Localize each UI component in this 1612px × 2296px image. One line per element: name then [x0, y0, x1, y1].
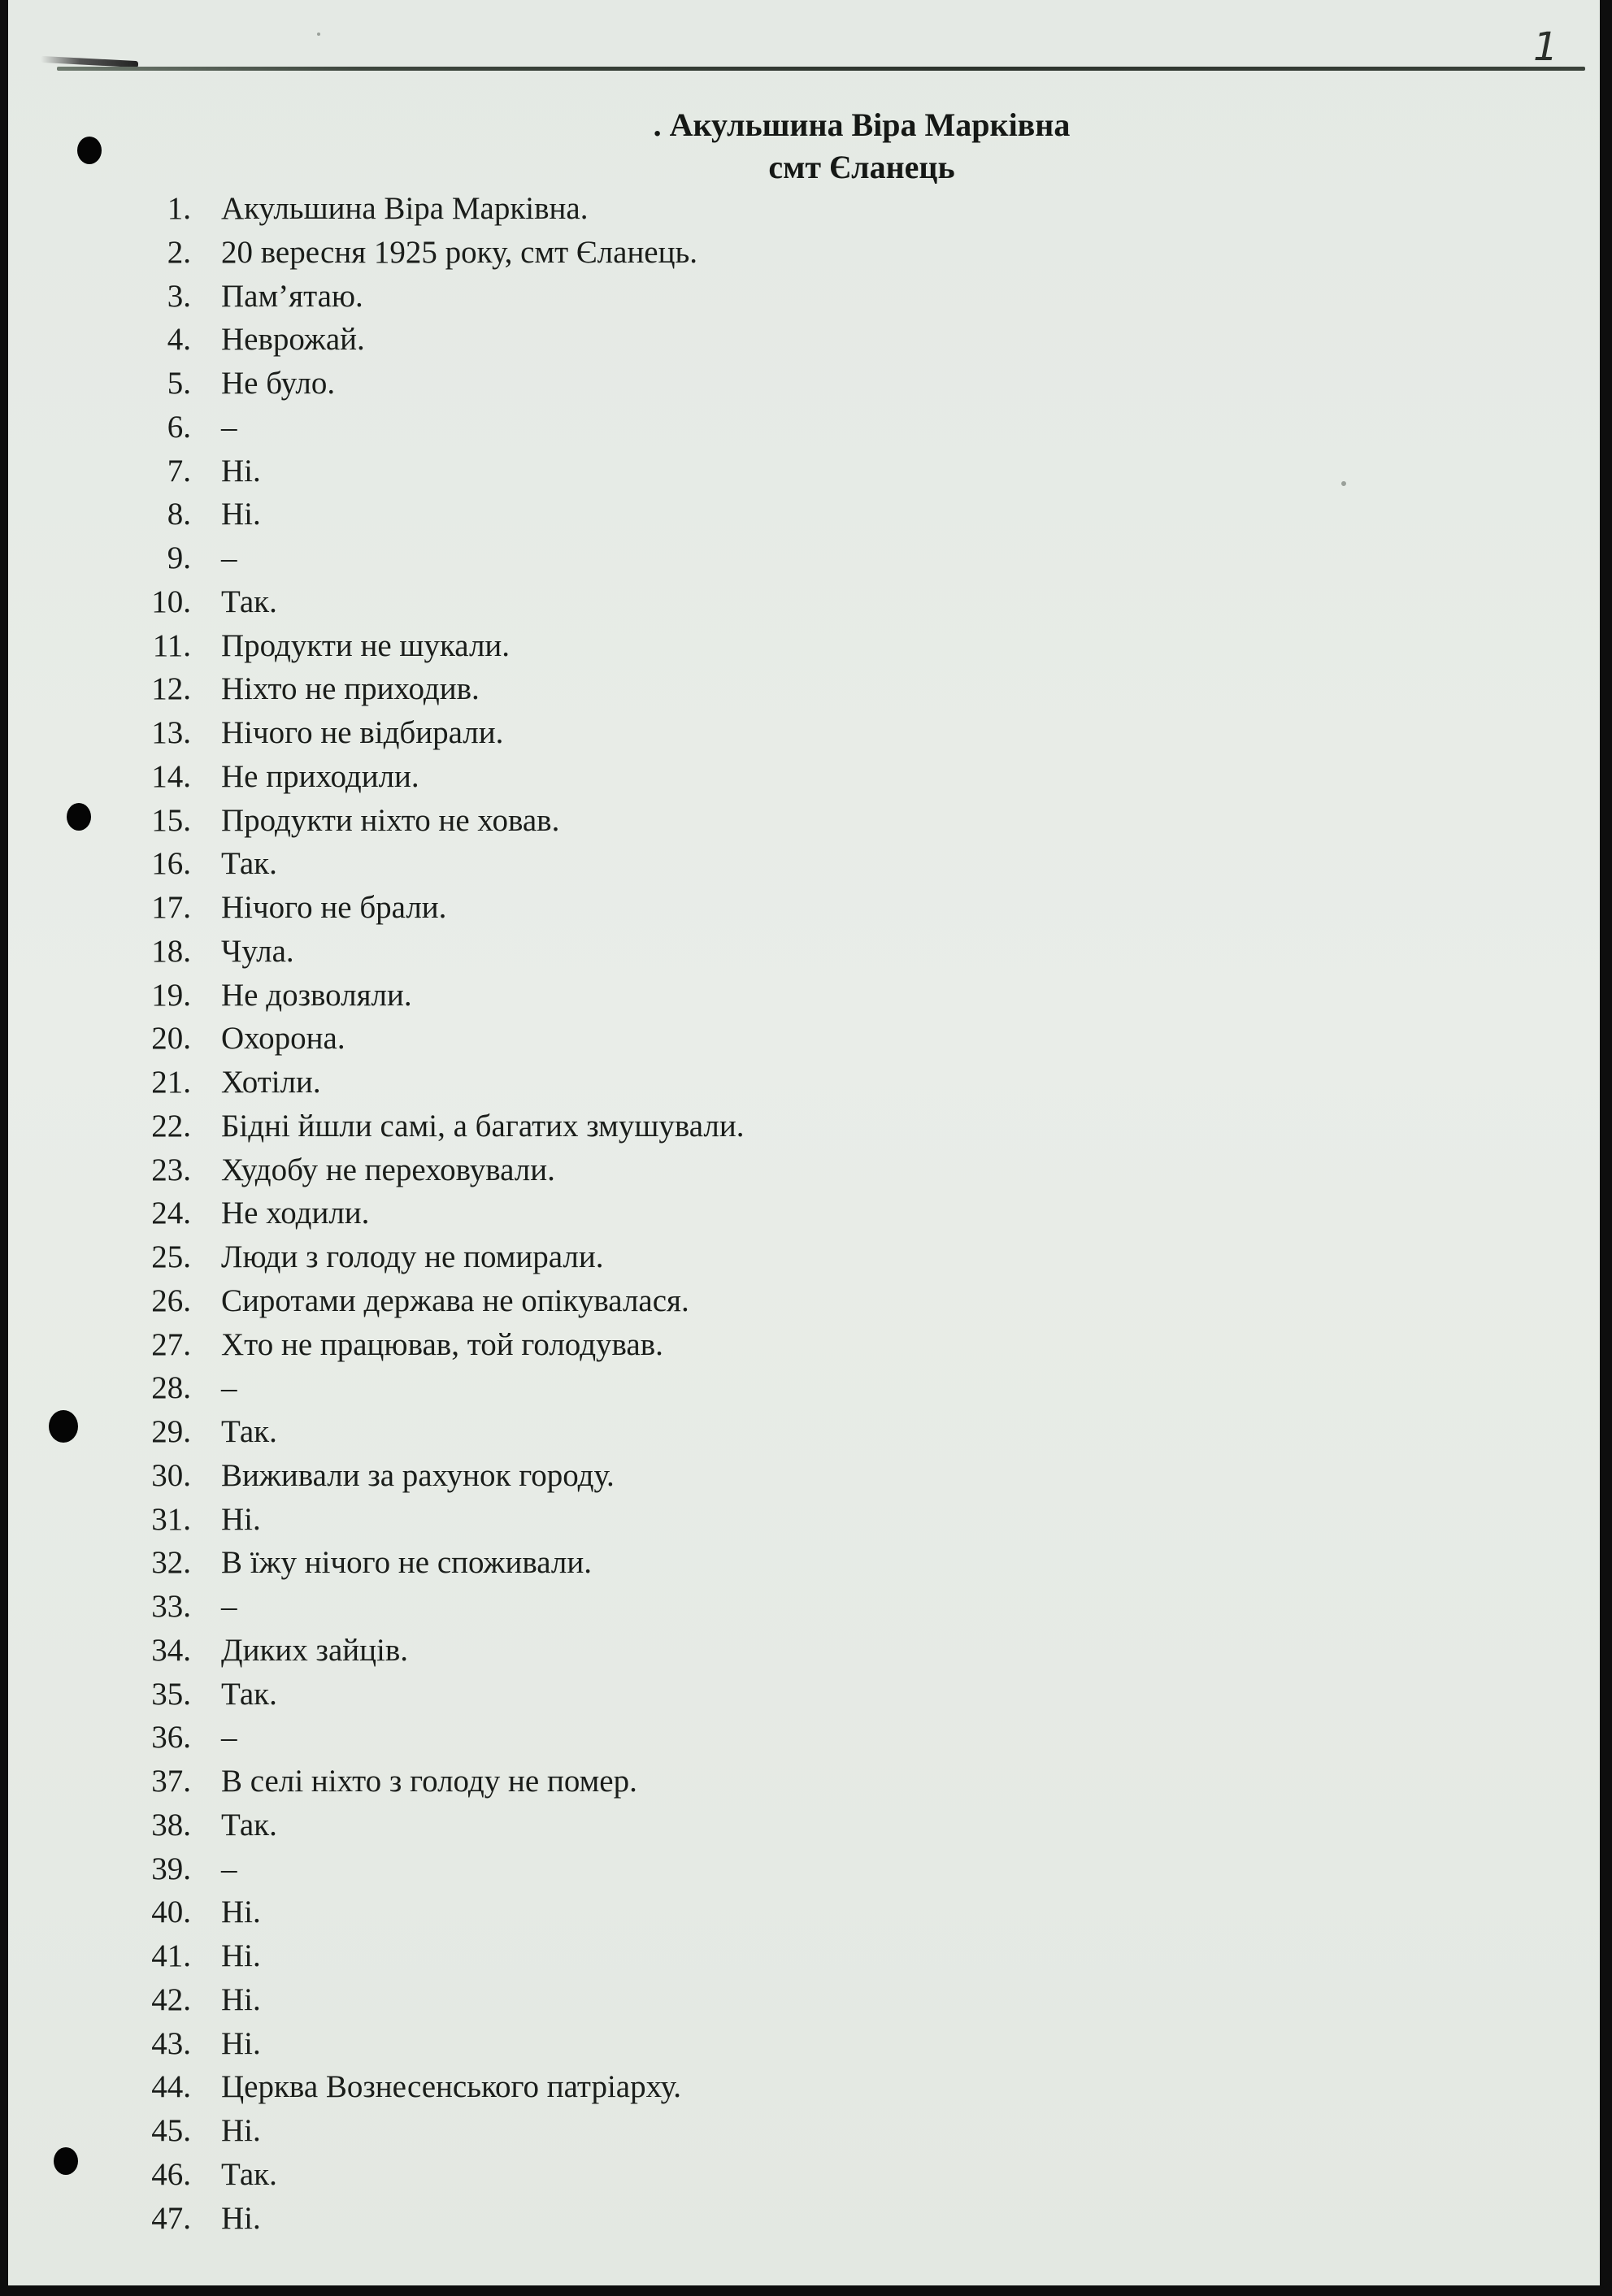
list-item — [8, 799, 1553, 843]
item-number: 44. — [151, 2069, 191, 2105]
list-item — [8, 1716, 1553, 1760]
item-number: 16. — [151, 846, 191, 882]
list-item — [8, 1585, 1553, 1629]
item-number: 31. — [151, 1501, 191, 1537]
list-item — [8, 1191, 1553, 1235]
item-number: 40. — [151, 1895, 191, 1930]
item-number: 25. — [151, 1239, 191, 1274]
item-answer: Худобу не переховували. — [221, 1152, 555, 1187]
list-item — [8, 406, 1553, 449]
item-number: 45. — [151, 2113, 191, 2148]
list-item — [8, 1934, 1553, 1978]
item-answer: – — [221, 1370, 237, 1406]
list-item — [8, 1323, 1553, 1367]
item-answer: Ні. — [221, 2113, 261, 2148]
list-item — [8, 1279, 1553, 1323]
item-number: 29. — [151, 1414, 191, 1449]
item-answer: Неврожай. — [221, 322, 365, 358]
list-item — [8, 1541, 1553, 1585]
item-answer: Охорона. — [221, 1021, 345, 1057]
item-number: 42. — [151, 1981, 191, 2017]
list-item — [8, 231, 1553, 275]
item-number: 11. — [152, 627, 191, 663]
list-item — [8, 1629, 1553, 1673]
list-item — [8, 187, 1553, 231]
list-item — [8, 1454, 1553, 1498]
item-answer: Бідні йшли самі, а багатих змушували. — [221, 1108, 745, 1144]
list-item — [8, 580, 1553, 624]
list-item — [8, 2065, 1553, 2109]
list-item — [8, 1803, 1553, 1847]
punch-hole — [77, 137, 102, 164]
item-answer: Так. — [221, 2156, 277, 2192]
item-answer: Так. — [221, 1807, 277, 1842]
item-number: 10. — [151, 584, 191, 619]
item-number: 47. — [151, 2200, 191, 2236]
item-number: 46. — [151, 2156, 191, 2192]
top-rule-stroke — [41, 56, 138, 67]
list-item — [8, 1105, 1553, 1148]
item-answer: В їжу нічого не споживали. — [221, 1545, 592, 1581]
list-item — [8, 1847, 1553, 1891]
list-item — [8, 974, 1553, 1018]
item-answer: – — [221, 1720, 237, 1756]
punch-hole — [54, 2147, 78, 2175]
item-number: 36. — [151, 1720, 191, 1756]
item-answer: Не дозволяли. — [221, 977, 412, 1013]
list-item — [8, 2153, 1553, 2197]
item-answer: Так. — [221, 584, 277, 619]
item-answer: Ні. — [221, 2025, 261, 2061]
item-answer: – — [221, 1851, 237, 1886]
page-number: 1 — [1533, 24, 1558, 70]
item-answer: Церква Вознесенського патріарху. — [221, 2069, 681, 2105]
item-answer: – — [221, 1589, 237, 1624]
item-answer: Ніхто не приходив. — [221, 671, 480, 707]
list-item — [8, 711, 1553, 755]
item-answer: Так. — [221, 1414, 277, 1449]
item-answer: В селі ніхто з голоду не помер. — [221, 1764, 637, 1799]
item-number: 35. — [151, 1676, 191, 1712]
top-rule — [57, 67, 1585, 71]
item-number: 27. — [151, 1326, 191, 1362]
list-item — [8, 2197, 1553, 2241]
item-answer: Не було. — [221, 366, 336, 401]
list-item — [8, 1760, 1553, 1803]
item-answer: Нічого не відбирали. — [221, 715, 504, 750]
list-item — [8, 667, 1553, 711]
item-answer: Виживали за рахунок городу. — [221, 1457, 615, 1493]
item-answer: Продукти не шукали. — [221, 627, 511, 663]
item-number: 3. — [167, 278, 191, 314]
item-number: 20. — [151, 1021, 191, 1057]
item-answer: Пам’ятаю. — [221, 278, 363, 314]
item-answer: – — [221, 540, 237, 575]
item-number: 19. — [151, 977, 191, 1013]
item-number: 24. — [151, 1196, 191, 1231]
item-answer: Ні. — [221, 453, 261, 488]
item-number: 17. — [151, 890, 191, 925]
item-number: 1. — [167, 191, 191, 226]
list-item — [8, 1148, 1553, 1192]
list-item — [8, 1017, 1553, 1061]
title-place: смт Єланець — [768, 149, 955, 185]
item-answer: Сиротами держава не опікувалася. — [221, 1283, 689, 1318]
list-item — [8, 1235, 1553, 1279]
list-item — [8, 536, 1553, 580]
list-item — [8, 1673, 1553, 1717]
item-number: 37. — [151, 1764, 191, 1799]
item-answer: Ні. — [221, 1981, 261, 2017]
item-answer: Хто не працював, той голодував. — [221, 1326, 663, 1362]
item-number: 12. — [151, 671, 191, 707]
item-number: 39. — [151, 1851, 191, 1886]
list-item — [8, 624, 1553, 668]
item-number: 26. — [151, 1283, 191, 1318]
list-item — [8, 1061, 1553, 1105]
item-number: 14. — [151, 758, 191, 794]
item-number: 13. — [151, 715, 191, 750]
item-number: 6. — [167, 409, 191, 445]
list-item — [8, 1498, 1553, 1542]
item-number: 43. — [151, 2025, 191, 2061]
punch-hole — [49, 1410, 78, 1443]
item-answer: Хотіли. — [221, 1065, 321, 1100]
list-item — [8, 1410, 1553, 1454]
item-number: 34. — [151, 1632, 191, 1668]
item-number: 4. — [167, 322, 191, 358]
item-number: 2. — [167, 234, 191, 270]
item-answer: Не приходили. — [221, 758, 419, 794]
list-item — [8, 930, 1553, 974]
punch-hole — [67, 803, 91, 831]
list-item — [8, 2022, 1553, 2066]
item-number: 22. — [151, 1108, 191, 1144]
item-number: 5. — [167, 366, 191, 401]
list-item — [8, 449, 1553, 493]
list-item — [8, 1978, 1553, 2022]
list-item — [8, 1366, 1553, 1410]
item-number: 41. — [151, 1938, 191, 1973]
item-answer: Люди з голоду не помирали. — [221, 1239, 604, 1274]
item-number: 15. — [151, 802, 191, 838]
item-answer: Ні. — [221, 1501, 261, 1537]
item-number: 30. — [151, 1457, 191, 1493]
item-answer: Ні. — [221, 1895, 261, 1930]
document-page — [8, 0, 1600, 2285]
item-answer: Ні. — [221, 1938, 261, 1973]
list-item — [8, 275, 1553, 319]
list-item — [8, 842, 1553, 886]
title-name: . Акульшина Віра Марківна — [653, 106, 1071, 143]
list-item — [8, 755, 1553, 799]
item-number: 32. — [151, 1545, 191, 1581]
item-number: 33. — [151, 1589, 191, 1624]
item-answer: Не ходили. — [221, 1196, 370, 1231]
item-answer: Диких зайців. — [221, 1632, 409, 1668]
item-answer: Продукти ніхто не ховав. — [221, 802, 560, 838]
item-number: 9. — [167, 540, 191, 575]
list-item — [8, 1890, 1553, 1934]
item-answer: Так. — [221, 1676, 277, 1712]
item-answer: Ні. — [221, 497, 261, 532]
item-answer: Нічого не брали. — [221, 890, 447, 925]
list-item — [8, 362, 1553, 406]
item-number: 21. — [151, 1065, 191, 1100]
document-title — [496, 104, 1227, 189]
item-answer: – — [221, 409, 237, 445]
item-answer: Акульшина Віра Марківна. — [221, 191, 589, 226]
list-item — [8, 493, 1553, 536]
answer-list — [8, 187, 1553, 2240]
item-number: 23. — [151, 1152, 191, 1187]
list-item — [8, 2109, 1553, 2153]
item-number: 8. — [167, 497, 191, 532]
paper-speck — [1341, 481, 1346, 486]
list-item — [8, 886, 1553, 930]
item-number: 7. — [167, 453, 191, 488]
list-item — [8, 318, 1553, 362]
item-number: 28. — [151, 1370, 191, 1406]
item-number: 38. — [151, 1807, 191, 1842]
paper-speck — [317, 33, 320, 36]
item-answer: 20 вересня 1925 року, смт Єланець. — [221, 234, 698, 270]
item-number: 18. — [151, 933, 191, 969]
item-answer: Ні. — [221, 2200, 261, 2236]
item-answer: Так. — [221, 846, 277, 882]
item-answer: Чула. — [221, 933, 294, 969]
